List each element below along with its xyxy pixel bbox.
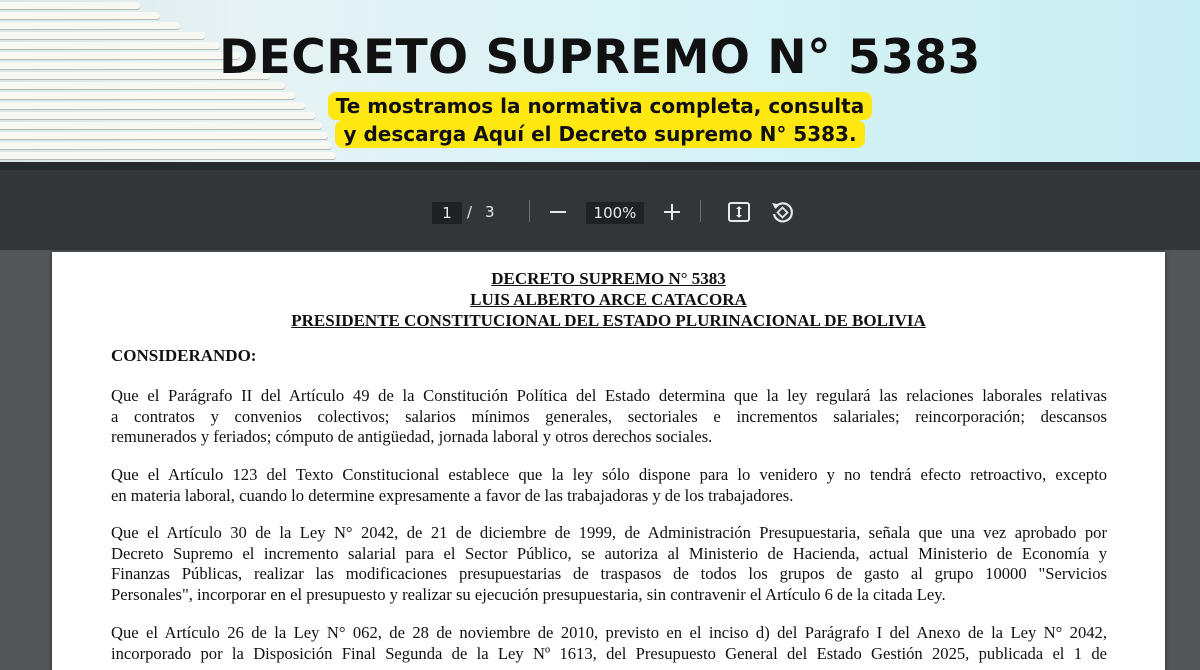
paragraph-line: Que el Artículo 26 de la Ley N° 062, de 28 de noviembre de 2010, previsto en el inciso d) del Parágrafo I del Anexo de la Ley N° 2042, <box>111 623 1107 642</box>
fit-to-page-button[interactable] <box>725 198 753 226</box>
paragraph-line: Personales", incorporar en el presupuesto y realizar su ejecución presupuestaria, sin contravenir el Artículo 6 de la citada Ley. <box>111 584 946 604</box>
paragraph-line: Que el Artículo 30 de la Ley N° 2042, de 21 de diciembre de 1999, de Administración Presupuestaria, señala que una vez aprobado por <box>111 523 1107 542</box>
rotate-button[interactable] <box>768 198 796 226</box>
zoom-level-field[interactable]: 100% <box>586 202 644 224</box>
paragraph-line: remunerados y feriados; cómputo de antigüedad, jornada laboral y otros derechos sociales. <box>111 427 713 446</box>
banner-subtitle-line-1: Te mostramos la normativa completa, consulta <box>328 92 872 120</box>
pdf-viewer <box>0 162 1200 670</box>
fit-page-icon <box>727 201 751 223</box>
zoom-out-button[interactable] <box>544 198 572 226</box>
toolbar-divider <box>700 200 701 222</box>
zoom-in-icon <box>663 203 681 221</box>
paragraph-line: Finanzas Públicas, realizar las modificaciones presupuestarias de traspasos de todos los grupos de gasto al grupo 10000 "Servicios <box>111 564 1107 583</box>
paragraph-line: Decreto Supremo el incremento salarial para el Sector Público, se autoriza al Ministerio de Hacienda, actual Ministerio de Economía y <box>111 543 1107 563</box>
rotate-icon <box>769 199 795 225</box>
zoom-out-icon <box>549 203 567 221</box>
zoom-in-button[interactable] <box>658 198 686 226</box>
toolbar-divider <box>529 200 530 222</box>
considerando-heading: CONSIDERANDO: <box>111 346 257 365</box>
president-title: PRESIDENTE CONSTITUCIONAL DEL ESTADO PLURINACIONAL DE BOLIVIA <box>291 311 926 330</box>
paragraph-line: en materia laboral, cuando lo determine expresamente a favor de las trabajadoras y de los trabajadores. <box>111 485 794 505</box>
paragraph <box>111 386 1107 448</box>
paragraph-line: Que el Parágrafo II del Artículo 49 de la Constitución Política del Estado determina que la ley regulará las relaciones laborales relativas <box>111 386 1107 405</box>
paragraph <box>111 523 1107 605</box>
viewer-top-border <box>0 162 1200 170</box>
banner-subtitle <box>0 92 1200 148</box>
banner-subtitle-line-2: y descarga Aquí el Decreto supremo N° 5383. <box>335 120 864 148</box>
pdf-toolbar <box>0 170 1200 250</box>
decree-title: DECRETO SUPREMO N° 5383 <box>491 269 726 288</box>
paragraph <box>111 623 1107 664</box>
paragraph <box>111 465 1107 506</box>
page-separator: / <box>467 203 473 221</box>
page-number-input[interactable] <box>432 202 462 224</box>
header-banner <box>0 0 1200 162</box>
total-pages: 3 <box>485 203 495 221</box>
paragraph-line: a contratos y convenios colectivos; salarios mínimos generales, sectoriales e incrementos salariales; reincorporación; descansos <box>111 406 1107 426</box>
paragraph-line: Que el Artículo 123 del Texto Constitucional establece que la ley sólo dispone para lo venidero y no tendrá efecto retroactivo, excepto <box>111 465 1107 484</box>
document-heading <box>52 268 1165 331</box>
banner-title: DECRETO SUPREMO N° 5383 <box>219 30 981 85</box>
president-name: LUIS ALBERTO ARCE CATACORA <box>470 290 747 309</box>
document-page <box>52 252 1165 670</box>
paragraph-line: incorporado por la Disposición Final Segunda de la Ley Nº 1613, del Presupuesto General del Estado Gestión 2025, publicada el 1 de <box>111 643 1107 663</box>
